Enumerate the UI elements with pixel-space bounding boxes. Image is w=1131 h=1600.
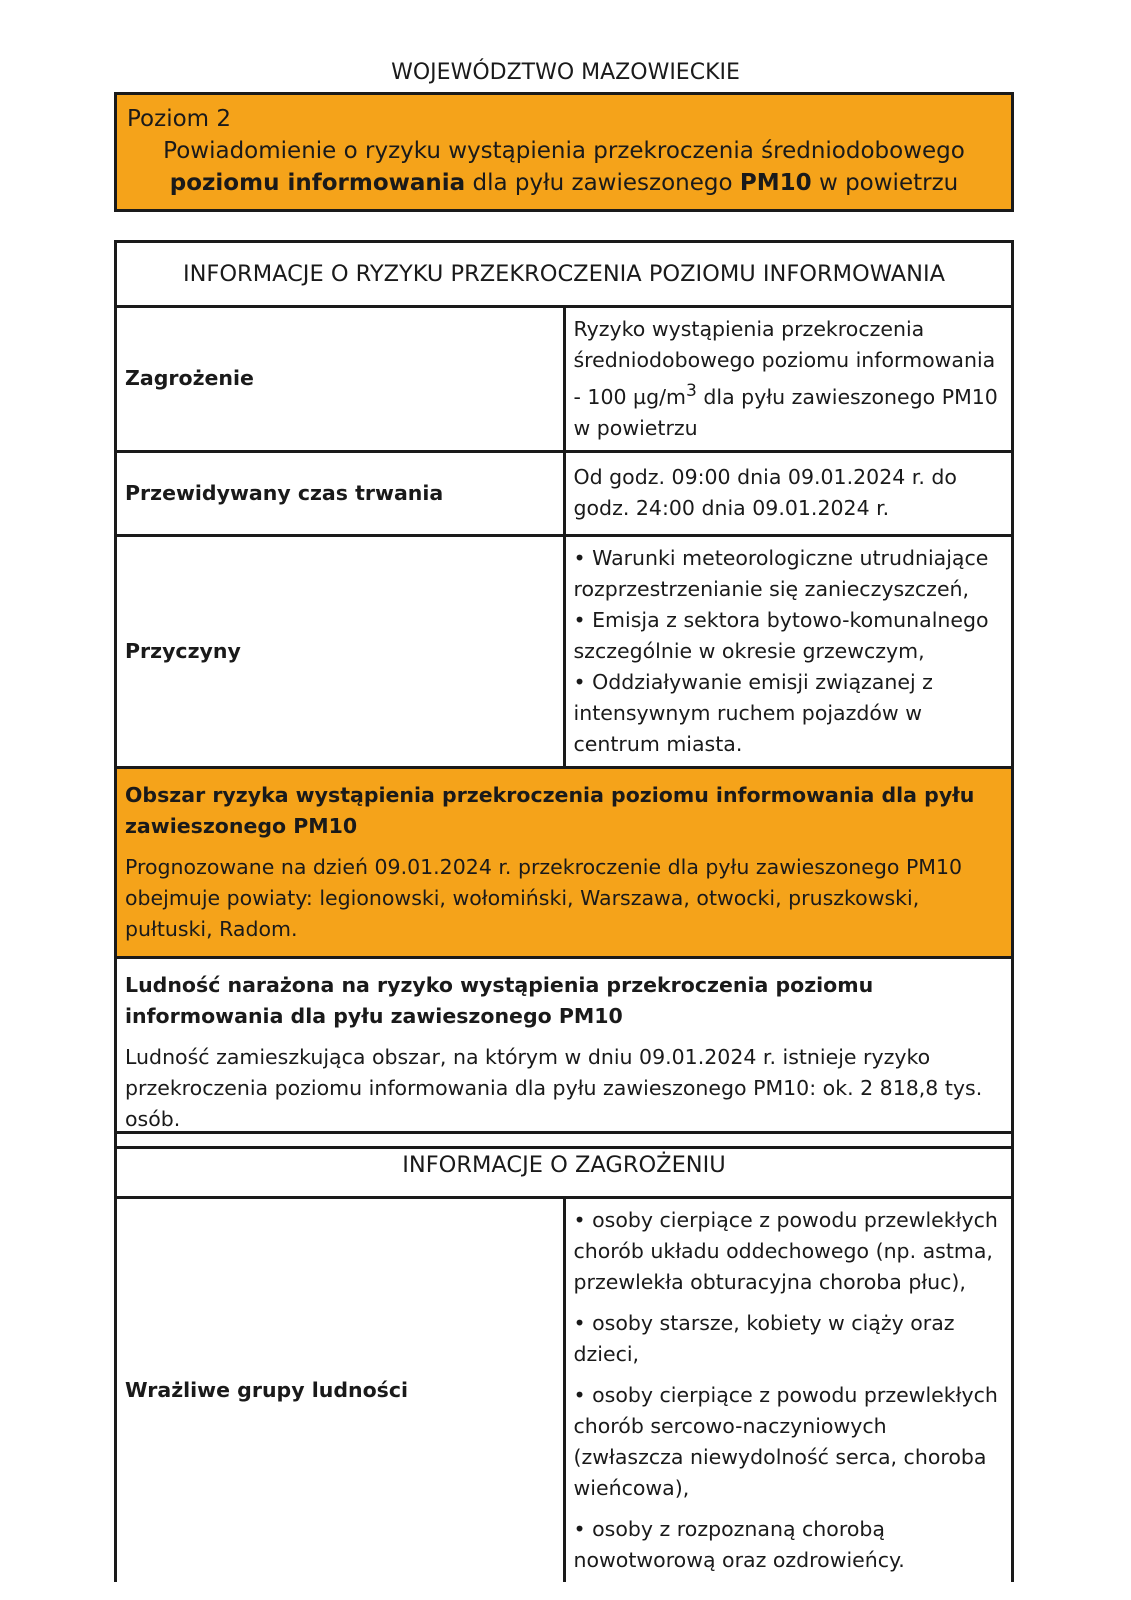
notice-part-5: w powietrzu xyxy=(811,170,959,196)
notice-part-2: poziomu informowania xyxy=(169,170,466,196)
risk-area-text: Prognozowane na dzień 09.01.2024 r. przekroczenie dla pyłu zawieszonego PM10 obejmuje powiaty: legionowski, wołomiński, Warszawa, otwocki, pruszkowski, pułtuski, Radom. xyxy=(125,854,963,941)
group-item: • osoby cierpiące z powodu przewlekłych chorób układu oddechowego (np. astma, przewlekła obturacyjna choroba płuc), xyxy=(573,1208,998,1294)
notice-part-3: dla pyłu zawieszonego xyxy=(465,170,740,196)
group-item: • osoby cierpiące z powodu przewlekłych chorób sercowo-naczyniowych (zwłaszcza niewydolność serca, choroba wieńcowa), xyxy=(573,1383,998,1500)
group-item: • osoby starsze, kobiety w ciąży oraz dzieci, xyxy=(573,1311,955,1366)
cause-item: • Emisja z sektora bytowo-komunalnego szczególnie w okresie grzewczym, xyxy=(573,607,989,663)
group-item: • osoby z rozpoznaną chorobą nowotworową oraz ozdrowieńcy. xyxy=(573,1517,905,1572)
region-title: WOJEWÓDZTWO MAZOWIECKIE xyxy=(391,60,740,85)
threat-value xyxy=(564,307,1013,452)
notice-part-1: Powiadomienie o ryzyku wystąpienia przekroczenia średniodobowego xyxy=(163,138,965,164)
population-text: Ludność zamieszkująca obszar, na którym w dniu 09.01.2024 r. istnieje ryzyko przekroczenia poziomu informowania dla pyłu zawieszonego PM10: ok. 2 818,8 tys. osób. xyxy=(125,1044,983,1131)
threat-text-b: dla pyłu zawieszonego PM10 w powietrzu xyxy=(573,384,998,440)
cause-item: • Warunki meteorologiczne utrudniające rozprzestrzenianie się zanieczyszczeń, xyxy=(573,545,989,601)
notice-title xyxy=(127,135,1001,199)
cause-item: • Oddziaływanie emisji związanej z intensywnym ruchem pojazdów w centrum miasta. xyxy=(573,669,933,756)
threat-info-heading: INFORMACJE O ZAGROŻENIU xyxy=(116,1133,1013,1198)
threat-unit-sup: 3 xyxy=(686,381,697,401)
causes-list xyxy=(564,535,1013,767)
threat-text-a: Ryzyko wystąpienia przekroczenia średniodobowego poziomu informowania - 100 µg/m xyxy=(573,317,996,409)
risk-area-section xyxy=(116,767,1013,957)
alert-level-box xyxy=(114,92,1014,212)
threat-info-table xyxy=(114,1131,1014,1582)
notice-part-4: PM10 xyxy=(739,170,812,196)
threat-label: Zagrożenie xyxy=(116,307,565,452)
population-title: Ludność narażona na ryzyko wystąpienia przekroczenia poziomu informowania dla pyłu zawieszonego PM10 xyxy=(125,972,874,1028)
risk-info-heading: INFORMACJE O RYZYKU PRZEKROCZENIA POZIOMU INFORMOWANIA xyxy=(116,242,1013,307)
population-section xyxy=(116,957,1013,1147)
risk-area-title: Obszar ryzyka wystąpienia przekroczenia poziomu informowania dla pyłu zawieszonego PM10 xyxy=(125,782,975,838)
causes-label: Przyczyny xyxy=(116,535,565,767)
sensitive-groups-label: Wrażliwe grupy ludności xyxy=(116,1198,565,1583)
level-label: Poziom 2 xyxy=(127,106,232,132)
risk-info-table xyxy=(114,240,1014,1149)
duration-value: Od godz. 09:00 dnia 09.01.2024 r. do godz. 24:00 dnia 09.01.2024 r. xyxy=(564,451,1013,535)
duration-label: Przewidywany czas trwania xyxy=(116,451,565,535)
sensitive-groups-list xyxy=(564,1198,1013,1583)
